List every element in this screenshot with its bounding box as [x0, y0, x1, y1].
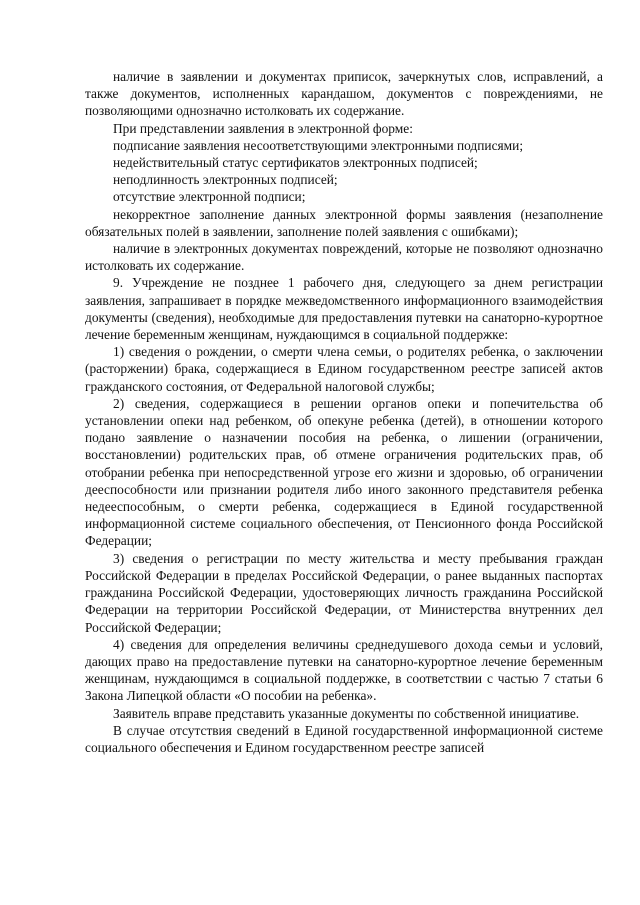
paragraph-damaged-documents: наличие в электронных документах повреждений, которые не позволяют однозначно истолковать их содержание. — [85, 241, 603, 274]
paragraph-item-9-4: 4) сведения для определения величины среднедушевого дохода семьи и условий, дающих право на предоставление путевки на санаторно-курортное лечение беременным женщинам, нуждающимся в социальной поддержке, в соответствии с частью 7 статьи 6 Закона Липецкой области «О пособии на ребенка». — [85, 636, 603, 704]
paragraph-signature-authenticity: неподлинность электронных подписей; — [113, 172, 338, 188]
document-page — [85, 68, 603, 756]
paragraph-item-9-2: 2) сведения, содержащиеся в решении органов опеки и попечительства об установлении опеки над ребенком, об опекуне ребенка (детей), в отношении которого подано заявление о назначении пособия на ребенка, о лишении (ограничении, восстановлении) родительских прав, об отмене ограничения родительских прав, об отобрании ребенка при непосредственной угрозе его жизни и здоровью, об ограничении дееспособности или признании родителя либо иного законного представителя ребенка недееспособным, о смерти ребенка, содержащиеся в Единой государственной информационной системе социального обеспечения, от Пенсионного фонда Российской Федерации; — [85, 395, 603, 549]
paragraph-absence-of-data: В случае отсутствия сведений в Единой государственной информационной системе социального обеспечения и Едином государственном реестре записей — [85, 722, 603, 755]
paragraph-item-9: 9. Учреждение не позднее 1 рабочего дня, следующего за днем регистрации заявления, запрашивает в порядке межведомственного информационного взаимодействия документы (сведения), необходимые для предоставления путевки на санаторно-курортное лечение беременным женщинам, нуждающимся в социальной поддержке: — [85, 275, 603, 343]
paragraph-item-9-3: 3) сведения о регистрации по месту жительства и месту пребывания граждан Российской Федерации в пределах Российской Федерации, о ранее выданных паспортах гражданина Российской Федерации, удостоверяющих личность гражданина Российской Федерации на территории Российской Федерации, от Министерства внутренних дел Российской Федерации; — [85, 550, 603, 635]
paragraph-applicant-right: Заявитель вправе представить указанные документы по собственной инициативе. — [113, 705, 580, 721]
paragraph-invalid-signatures: подписание заявления несоответствующими электронными подписями; — [113, 137, 524, 153]
paragraph-item-9-1: 1) сведения о рождении, о смерти члена семьи, о родителях ребенка, о заключении (расторжении) брака, содержащиеся в Едином государственном реестре записей актов гражданского состояния, от Федеральной налоговой службы; — [85, 344, 603, 394]
paragraph-electronic-form-intro: При представлении заявления в электронной форме: — [113, 120, 413, 136]
paragraph-missing-signature: отсутствие электронной подписи; — [113, 189, 306, 205]
paragraph-certificate-status: недействительный статус сертификатов электронных подписей; — [113, 155, 478, 171]
paragraph-incorrect-form: некорректное заполнение данных электронной формы заявления (незаполнение обязательных полей в заявлении, заполнение полей заявления с ошибками); — [85, 206, 603, 239]
paragraph-inaccuracies: наличие в заявлении и документах приписок, зачеркнутых слов, исправлений, а также документов, исполненных карандашом, документов с повреждениями, не позволяющими однозначно истолковать их содержание. — [85, 69, 603, 119]
